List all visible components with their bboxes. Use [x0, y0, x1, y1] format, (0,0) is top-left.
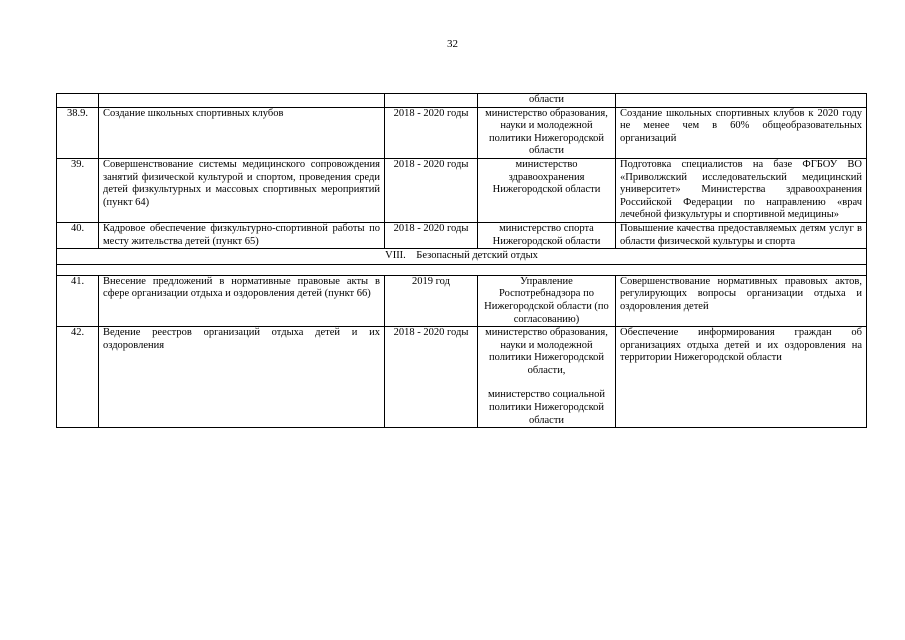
executor-text: министерство образования, науки и молодежной политики Нижегородской области,	[485, 327, 608, 376]
paragraph-gap	[482, 377, 611, 389]
empty-cell	[57, 264, 867, 275]
event-cell: Кадровое обеспечение физкультурно-спортивной работы по месту жительства детей (пункт 65)	[99, 222, 385, 248]
page-number: 32	[447, 38, 458, 50]
executor-text: министерство здравоохранения Нижегородской области	[492, 158, 601, 196]
executor-cell	[478, 94, 616, 108]
executor-cell	[478, 107, 616, 158]
term-cell: 2018 - 2020 годы	[385, 158, 478, 222]
event-cell: Совершенствование системы медицинского сопровождения занятий физической культурой и спортом, проведения среди детей физкультурных и массовых спортивных мероприятий (пункт 64)	[99, 158, 385, 222]
executor-cell	[478, 327, 616, 428]
executor-text: министерство спорта Нижегородской области	[492, 222, 601, 247]
spacer-row	[57, 264, 867, 275]
term-cell: 2018 - 2020 годы	[385, 327, 478, 428]
event-cell	[99, 94, 385, 108]
section-title: VIII. Безопасный детский отдых	[57, 249, 867, 265]
event-cell: Внесение предложений в нормативные правовые акты в сфере организации отдыха и оздоровления детей (пункт 66)	[99, 275, 385, 326]
item-number-cell: 41.	[57, 275, 99, 326]
result-cell: Подготовка специалистов на базе ФГБОУ ВО «Приволжский исследовательский медицинский университет» Министерства здравоохранения Российской Федерации по направлению «врач лечебной физкультуры и спортивной медицины»	[616, 158, 867, 222]
item-number-cell: 42.	[57, 327, 99, 428]
result-cell: Совершенствование нормативных правовых актов, регулирующих вопросы организации отдыха и оздоровления детей	[616, 275, 867, 326]
item-number-cell: 40.	[57, 222, 99, 248]
executor-cell	[478, 158, 616, 222]
table-row	[57, 158, 867, 222]
result-cell: Создание школьных спортивных клубов к 2020 году не менее чем в 60% общеобразовательных организаций	[616, 107, 867, 158]
term-cell: 2018 - 2020 годы	[385, 107, 478, 158]
executor-text: Управление Роспотребнадзора по Нижегородской области (по согласованию)	[484, 275, 609, 325]
result-cell	[616, 94, 867, 108]
measures-table	[56, 93, 867, 428]
table-row	[57, 94, 867, 108]
section-header-row	[57, 249, 867, 265]
term-cell: 2018 - 2020 годы	[385, 222, 478, 248]
result-cell: Повышение качества предоставляемых детям услуг в области физической культуры и спорта	[616, 222, 867, 248]
event-cell: Создание школьных спортивных клубов	[99, 107, 385, 158]
executor-text: области	[528, 94, 565, 105]
table-row	[57, 222, 867, 248]
item-number-cell: 39.	[57, 158, 99, 222]
executor-text: министерство социальной политики Нижегородской области	[487, 389, 606, 426]
term-cell: 2019 год	[385, 275, 478, 326]
result-cell: Обеспечение информирования граждан об организациях отдыха детей и их оздоровления на территории Нижегородской области	[616, 327, 867, 428]
executor-text: министерство образования, науки и молодежной политики Нижегородской области	[485, 107, 608, 157]
term-cell	[385, 94, 478, 108]
table-row	[57, 107, 867, 158]
item-number-cell	[57, 94, 99, 108]
table-row	[57, 275, 867, 326]
executor-cell	[478, 222, 616, 248]
event-cell: Ведение реестров организаций отдыха детей и их оздоровления	[99, 327, 385, 428]
item-number-cell: 38.9.	[57, 107, 99, 158]
table-row	[57, 327, 867, 428]
executor-cell	[478, 275, 616, 326]
